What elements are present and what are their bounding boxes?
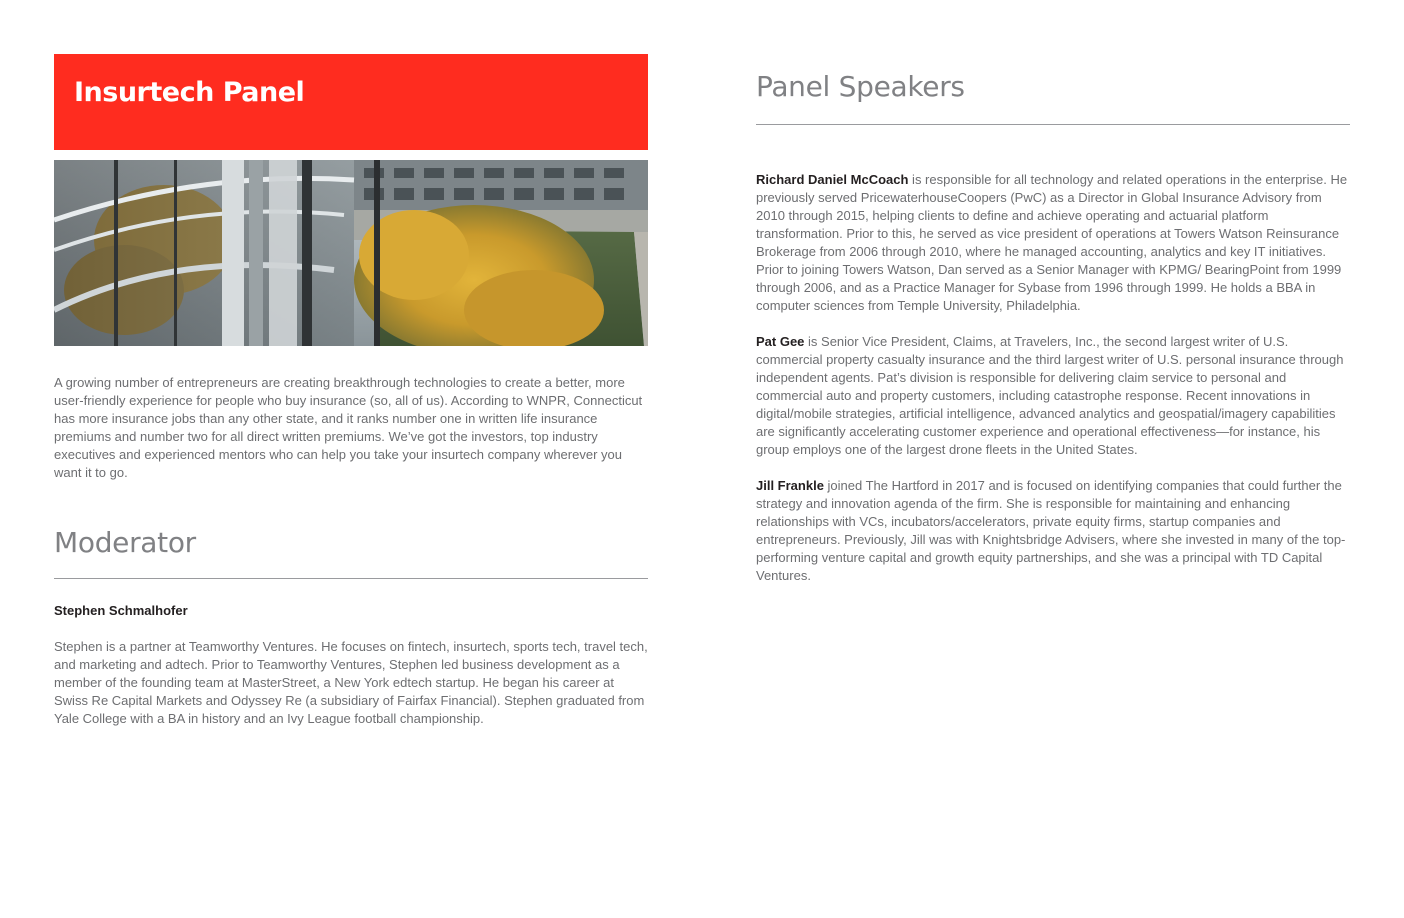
courtyard-photo bbox=[54, 160, 648, 346]
speakers-divider bbox=[756, 124, 1350, 125]
speakers-list bbox=[756, 171, 1350, 585]
speaker-name: Richard Daniel McCoach bbox=[756, 172, 909, 187]
right-column bbox=[756, 54, 1350, 585]
speaker-name: Jill Frankle bbox=[756, 478, 824, 493]
speaker-name: Pat Gee bbox=[756, 334, 805, 349]
speaker-entry bbox=[756, 171, 1350, 315]
moderator-heading: Moderator bbox=[54, 526, 196, 559]
speaker-bio: is Senior Vice President, Claims, at Travelers, Inc., the second largest writer of U.S. commercial property casualty insurance and the third largest writer of U.S. personal insurance through independent agents. Pat’s division is responsible for delivering claim service to personal and commercial auto and property customers, including catastrophe response. Recent innovations in digital/mobile strategies, artificial intelligence, advanced analytics and geospatial/imagery capabilities are significantly accelerating customer experience and operational effectiveness—for instance, his group employs one of the largest drone fleets in the United States. bbox=[756, 334, 1344, 457]
intro-paragraph: A growing number of entrepreneurs are creating breakthrough technologies to create a better, more user-friendly experience for people who buy insurance (so, all of us). According to WNPR, Connecticut has more insurance jobs than any other state, and it ranks number one in written life insurance premiums and number two for all direct written premiums. We’ve got the investors, top industry executives and experienced mentors who can help you take your insurtech company wherever you want it to go. bbox=[54, 375, 643, 480]
page-title: Insurtech Panel bbox=[74, 77, 305, 108]
moderator-name: Stephen Schmalhofer bbox=[54, 603, 188, 618]
speaker-bio: is responsible for all technology and related operations in the enterprise. He previously served PricewaterhouseCoopers (PwC) as a Director in Global Insurance Advisory from 2010 through 2015, helping clients to define and achieve operating and actuarial platform transformation. Prior to this, he served as vice president of operations at Towers Watson Reinsurance Brokerage from 2006 through 2010, where he managed accounting, analytics and key IT initiatives. Prior to joining Towers Watson, Dan served as a Senior Manager with KPMG/ BearingPoint from 1999 through 2006, and as a Practice Manager for Sybase from 1996 through 1999. He holds a BBA in computer sciences from Temple University, Philadelphia. bbox=[756, 172, 1348, 313]
moderator-divider bbox=[54, 578, 648, 579]
speaker-entry bbox=[756, 333, 1350, 459]
moderator-bio: Stephen is a partner at Teamworthy Ventures. He focuses on fintech, insurtech, sports tech, travel tech, and marketing and adtech. Prior to Teamworthy Ventures, Stephen led business development as a member of the founding team at MasterStreet, a New York edtech startup. He began his career at Swiss Re Capital Markets and Odyssey Re (a subsidiary of Fairfax Financial). Stephen graduated from Yale College with a BA in history and an Ivy League football championship. bbox=[54, 639, 648, 726]
left-column bbox=[54, 54, 648, 728]
speaker-bio: joined The Hartford in 2017 and is focused on identifying companies that could further the strategy and innovation agenda of the firm. She is responsible for maintaining and enhancing relationships with VCs, incubators/accelerators, private equity firms, startup companies and entrepreneurs. Previously, Jill was with Knightsbridge Advisers, where she invested in many of the top-performing venture capital and growth equity partnerships, and she was a principal with TD Capital Ventures. bbox=[756, 478, 1346, 583]
title-banner bbox=[54, 54, 648, 150]
speaker-entry bbox=[756, 477, 1350, 585]
speakers-heading: Panel Speakers bbox=[756, 70, 965, 103]
